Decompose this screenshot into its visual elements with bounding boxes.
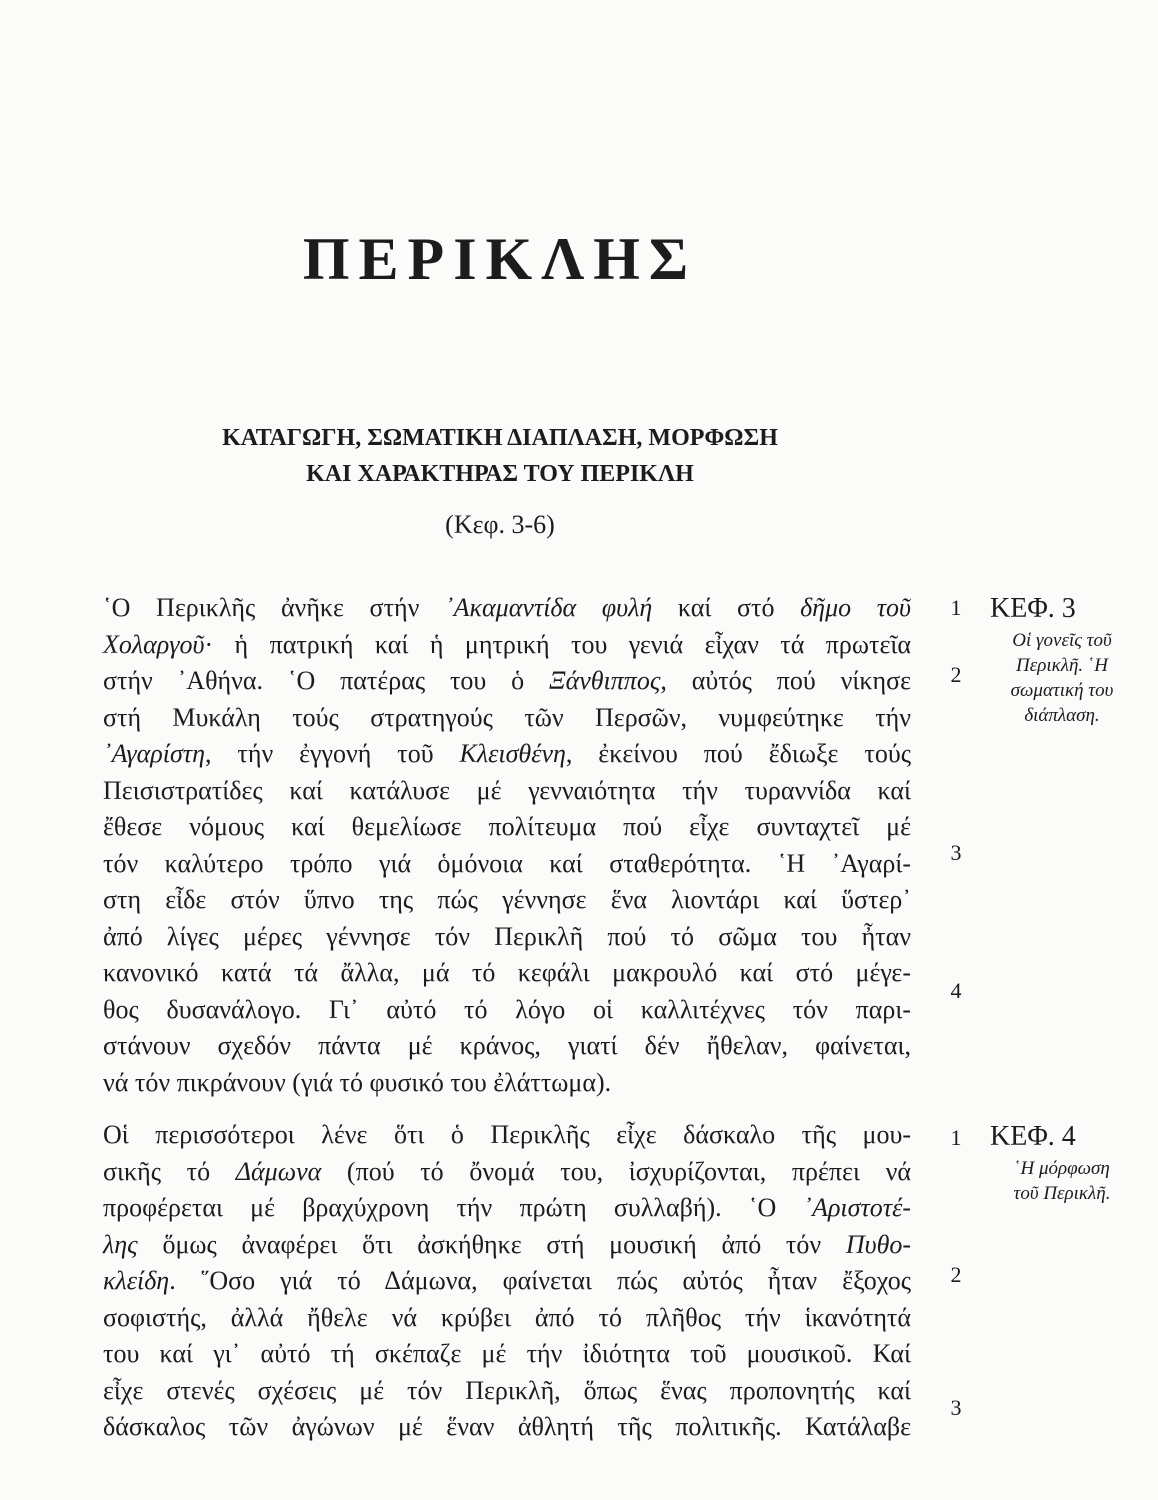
text-line: θος δυσανάλογο. Γι᾿ αὐτό τό λόγο οἱ καλλιτέχνες τόν παρι-	[103, 994, 911, 1024]
text-line: Οἱ περισσότεροι λένε ὅτι ὁ Περικλῆς εἶχε δάσκαλο τῆς μου-	[103, 1120, 911, 1149]
page-title: ΠΕΡΙΚΛΗΣ	[302, 226, 698, 292]
text-line: ᾿Αγαρίστη, τήν ἐγγονή τοῦ Κλεισθένη, ἐκείνου πού ἔδιωξε τούς	[103, 739, 912, 768]
text-line: στήν ᾿Αθήνα. ῾Ο πατέρας του ὁ Ξάνθιππος, αὐτός πού νίκησε	[103, 666, 912, 695]
section-number: 2	[950, 1262, 962, 1287]
text-line: του καί γι᾿ αὐτό τή σκέπαζε μέ τήν ἰδιότητα τοῦ μουσικοῦ. Καί	[103, 1339, 911, 1368]
margin-note-line: ῾Η μόρφωση	[1014, 1158, 1110, 1179]
paragraph-2	[103, 1117, 911, 1446]
margin-chapter-heading: ΚΕΦ. 4	[990, 1121, 1076, 1152]
text-line: σοφιστής, ἀλλά ἤθελε νά κρύβει ἀπό τό πλῆθος τήν ἱκανότητά	[103, 1302, 911, 1332]
section-number: 4	[950, 978, 962, 1003]
margin-note	[982, 1156, 1142, 1206]
margin-note-line: Οἱ γονεῖς τοῦ	[1012, 630, 1112, 651]
text-line: σικῆς τό Δάμωνα (πού τό ὄνομά του, ἰσχυρίζονται, πρέπει νά	[103, 1156, 911, 1186]
text-line: στη εἶδε στόν ὕπνο της πώς γέννησε ἕνα λιοντάρι καί ὕστερ᾿	[103, 885, 911, 914]
text-line: στάνουν σχεδόν πάντα μέ κράνος, γιατί δέν ἤθελαν, φαίνεται,	[103, 1031, 911, 1060]
section-number: 3	[950, 1395, 962, 1420]
section-subtitle-line-1: ΚΑΤΑΓΩΓΗ, ΣΩΜΑΤΙΚΗ ΔΙΑΠΛΑΣΗ, ΜΟΡΦΩΣΗ	[222, 425, 778, 451]
text-line: στή Μυκάλη τούς στρατηγούς τῶν Περσῶν, νυμφεύτηκε τήν	[103, 702, 911, 732]
text-line: κανονικό κατά τά ἄλλα, μά τό κεφάλι μακρουλό καί στό μέγε-	[103, 958, 911, 987]
chapters-reference: (Κεφ. 3-6)	[445, 510, 555, 539]
text-line: ἔθεσε νόμους καί θεμελίωσε πολίτευμα πού εἶχε συνταχτεῖ μέ	[103, 812, 911, 841]
section-number: 1	[950, 1125, 962, 1150]
text-line: κλείδη. ῞Οσο γιά τό Δάμωνα, φαίνεται πώς αὐτός ἦταν ἔξοχος	[103, 1266, 911, 1295]
margin-chapter-heading: ΚΕΦ. 3	[990, 593, 1076, 624]
text-line: δάσκαλος τῶν ἀγώνων μέ ἕναν ἀθλητή τῆς πολιτικῆς. Κατάλαβε	[103, 1412, 911, 1441]
text-line: νά τόν πικράνουν (γιά τό φυσικό του ἐλάττωμα).	[103, 1067, 612, 1097]
margin-note-line: σωματική του	[1010, 680, 1114, 701]
text-line: προφέρεται μέ βραχύχρονη τήν πρώτη συλλαβή). ῾Ο ᾿Αριστοτέ-	[103, 1193, 911, 1222]
section-number: 3	[950, 840, 962, 865]
text-line: τόν καλύτερο τρόπο γιά ὁμόνοια καί σταθερότητα. ῾Η ᾿Αγαρί-	[103, 848, 911, 878]
text-line: λης ὅμως ἀναφέρει ὅτι ἀσκήθηκε στή μουσική ἀπό τόν Πυθο-	[103, 1229, 911, 1259]
text-line: ῾Ο Περικλῆς ἀνῆκε στήν ᾿Ακαμαντίδα φυλή καί στό δῆμο τοῦ	[103, 593, 911, 622]
text-line: Χολαργοῦ· ἡ πατρική καί ἡ μητρική του γενιά εἶχαν τά πρωτεῖα	[103, 629, 911, 659]
margin-note-line: διάπλαση.	[1024, 705, 1100, 726]
text-line: εἶχε στενές σχέσεις μέ τόν Περικλῆ, ὅπως ἕνας προπονητής καί	[103, 1375, 911, 1405]
text-line: ἀπό λίγες μέρες γέννησε τόν Περικλῆ πού τό σῶμα του ἦταν	[103, 921, 911, 951]
text-line: Πεισιστρατίδες καί κατάλυσε μέ γενναιότητα τήν τυραννίδα καί	[103, 775, 911, 805]
section-subtitle-line-2: ΚΑΙ ΧΑΡΑΚΤΗΡΑΣ ΤΟΥ ΠΕΡΙΚΛΗ	[306, 461, 694, 487]
margin-note-line: Περικλῆ. ῾Η	[1016, 655, 1108, 676]
paragraph-1	[103, 590, 911, 1101]
margin-note	[982, 628, 1142, 728]
section-number: 1	[950, 595, 962, 620]
margin-note-line: τοῦ Περικλῆ.	[1013, 1183, 1111, 1204]
section-number: 2	[950, 662, 962, 687]
